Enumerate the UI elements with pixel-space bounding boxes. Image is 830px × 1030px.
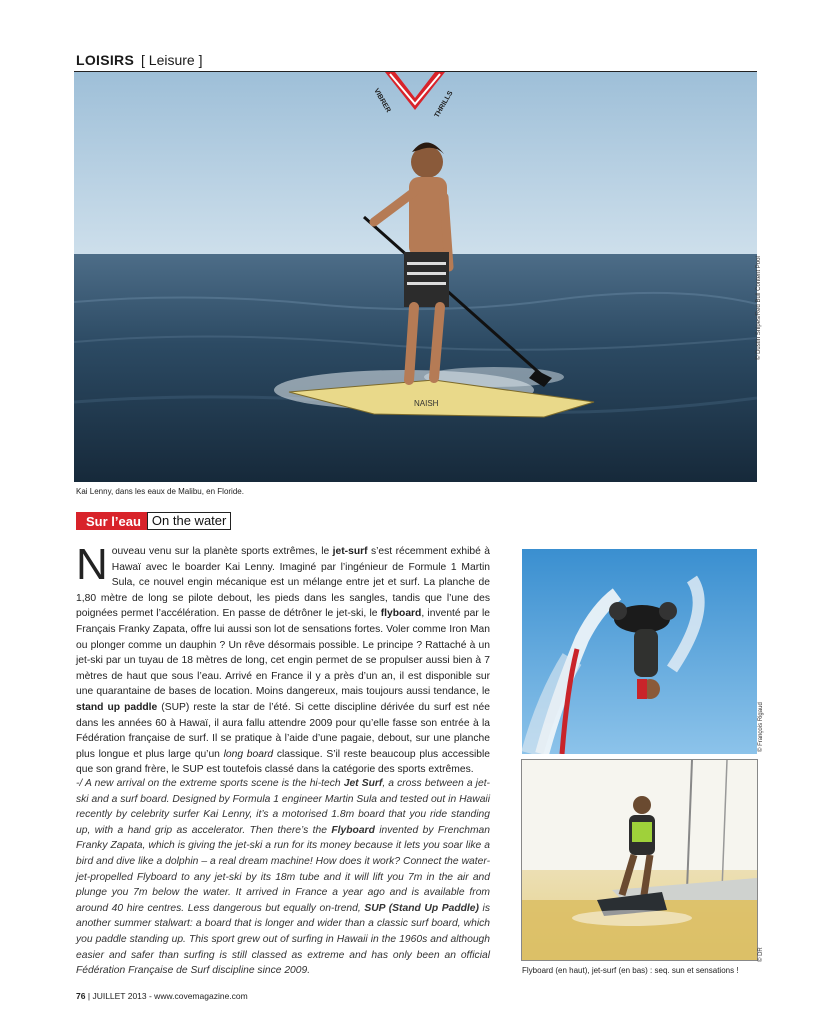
dropcap: N — [76, 540, 108, 589]
flyboard-illustration — [522, 549, 757, 754]
badge-left-text: VIBRER — [372, 87, 392, 114]
article-french-text: ouveau venu sur la planète sports extrêmes, le jet-surf s’est récemment exhibé à Hawaï avec le boarder Kai Lenny. Imaginé par l’ingénieur de Formule 1 Martin Sula, ce nouvel engin mécanique est un mélange entre jet et surf. La planche de 1,80 mètre de long se pilote debout, les pieds dans les sangles, tandis que l’une des poignées permet l’accélération. En passe de détrôner le jet-ski, le flyboard, inventé par le Français Franky Zapata, offre lui aussi son lot de sensations fortes. Voler comme Iron Man ou plonger comme un dauphin ? Un rêve désormais possible. Le principe ? Rattaché à un jet-ski par un tuyau de 18 mètres de long, cet engin permet de se propulser aussi bien à 7 mètres de haut que sous l’eau. Arrivé en France il y a près d’un an, il est disponible sur une quarantaine de bases de location. Moins dangereux, mais toujours aussi tendance, le stand up paddle (SUP) reste la star de l’été. Si cette discipline dérivée du surf est née dans les années 60 à Hawaï, il aura fallu attendre 2009 pour qu’elle fasse son entrée à la Fédération française de surf. Il se pratique à l’aide d’une pagaie, debout, sur une planche plus longue et plus large qu’un long board classique. S’il reste beaucoup plus accessible que son grand frère, le SUP est toutefois classé dans la catégorie des sports extrêmes. — [76, 546, 491, 776]
vibrer-thrills-badge — [360, 72, 470, 130]
section-title: LOISIRS — [76, 52, 135, 68]
page-number: 76 — [76, 991, 86, 1001]
section-label — [76, 512, 231, 530]
jetsurf-photo — [522, 760, 757, 960]
article-french — [76, 540, 491, 778]
hero-caption: Kai Lenny, dans les eaux de Malibu, en Floride. — [76, 487, 244, 496]
board-brand: NAISH — [414, 399, 439, 408]
footer-issue: JUILLET 2013 - www.covemagazine.com — [92, 991, 248, 1001]
label-english: On the water — [147, 512, 231, 530]
side-caption: Flyboard (en haut), jet-surf (en bas) : seq. sun et sensations ! — [522, 966, 739, 975]
section-header — [76, 52, 202, 68]
hero-illustration — [74, 72, 757, 482]
hero-credit: © Dustin Snipes/Red Bull Content Pool — [756, 256, 762, 360]
jetsurf-illustration — [522, 760, 757, 960]
credit-top: © François Rigaud — [758, 702, 764, 752]
section-subtitle: [ Leisure ] — [141, 52, 203, 68]
badge-right-text: THRILLS — [433, 89, 455, 119]
flyboard-photo — [522, 549, 757, 754]
page-footer — [76, 991, 248, 1001]
article-english: -/ A new arrival on the extreme sports scene is the hi-tech Jet Surf, a cross between a jet-ski and a surf board. Designed by Formula 1 engineer Martin Sula and tested out in Hawaii recently by celebrity surfer Kai Lenny, it’s a motorised 1.8m board that you ride standing up, with a hand grip as accelerator. Then there’s the Flyboard invented by Frenchman Franky Zapata, which is giving the jet-ski a run for its money because it lets you soar like a bird and dive like a dolphin – a real dream machine! How does it work? Connect the water-jet-propelled Flyboard to any jet-ski by its 18m tube and it will lift you 7m in the air and plunge you 7m below the water. It arrived in France a year ago and is available from around 40 hire centres. Less dangerous but equally on-trend, SUP (Stand Up Paddle) is another summer stalwart: a board that is longer and wider than a classic surf board, which you paddle standing up. This sport grew out of surfing in Hawaii in the 1960s and although easier and safer than surfing is still classed as extreme and has only been an official Fédération Française de Surf discipline since 2009. — [76, 778, 490, 977]
footer-separator: | — [87, 991, 91, 1001]
credit-bottom: © DR — [758, 947, 764, 962]
hero-photo — [74, 72, 757, 482]
label-french: Sur l’eau — [76, 512, 147, 530]
